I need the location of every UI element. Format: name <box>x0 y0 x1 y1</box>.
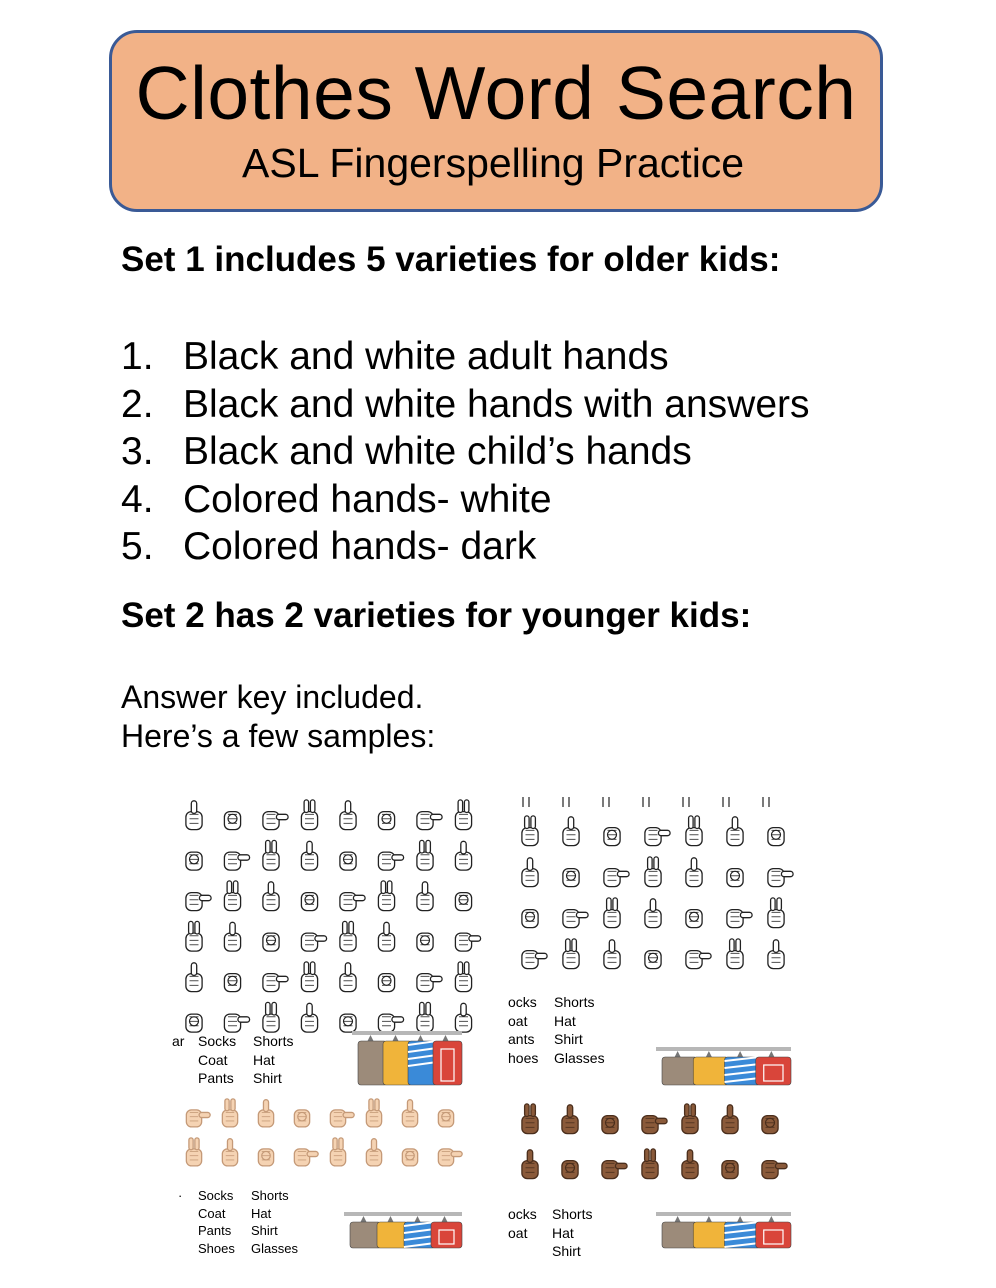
list-item <box>121 523 810 571</box>
asl-hand-sign-icon <box>186 921 202 951</box>
asl-hand-sign-icon <box>727 869 743 887</box>
asl-hand-sign-icon <box>522 816 538 846</box>
asl-hand-sign-icon <box>602 1161 627 1179</box>
word-column <box>554 993 605 1067</box>
word: Shirt <box>251 1223 278 1238</box>
word: Glasses <box>554 1049 605 1066</box>
asl-hand-sign-icon <box>522 1150 538 1179</box>
clothes-rack-icon <box>656 1208 791 1248</box>
asl-hand-sign-icon <box>455 800 471 830</box>
asl-hand-sign-icon <box>378 881 394 911</box>
word: Shorts <box>253 1033 294 1049</box>
asl-hand-sign-icon <box>686 910 702 928</box>
word: Glasses <box>251 1240 298 1256</box>
asl-hand-sign-icon <box>642 1149 658 1179</box>
samples-intro: Here’s a few samples: <box>121 718 436 754</box>
asl-hand-sign-icon <box>222 1099 237 1127</box>
hand-grid-bw <box>508 795 798 1085</box>
asl-hand-sign-icon <box>762 1161 787 1179</box>
list-text: Colored hands- dark <box>183 525 537 568</box>
asl-hand-sign-icon <box>301 800 317 830</box>
word-column <box>251 1187 298 1257</box>
set2-heading: Set 2 has 2 varieties for younger kids: <box>121 596 752 635</box>
asl-hand-sign-icon <box>340 893 365 911</box>
asl-hand-sign-icon <box>330 1138 345 1166</box>
asl-hand-sign-icon <box>258 1149 273 1166</box>
asl-hand-sign-icon <box>563 869 579 887</box>
asl-hand-sign-icon <box>417 812 442 830</box>
asl-hand-sign-icon <box>186 1138 201 1166</box>
list-number: 3. <box>121 430 154 473</box>
word: Hat <box>552 1224 574 1241</box>
list-text: Black and white child’s hands <box>183 430 692 473</box>
varieties-list <box>121 333 810 571</box>
sample-colored-dark-hands <box>508 1095 798 1259</box>
asl-hand-sign-icon <box>645 899 661 928</box>
word: Socks <box>198 1188 234 1203</box>
asl-hand-sign-icon <box>186 893 211 911</box>
set1-heading: Set 1 includes 5 varieties for older kids: <box>121 240 781 279</box>
asl-hand-sign-icon <box>224 922 240 951</box>
asl-hand-sign-icon <box>263 1002 279 1032</box>
clothes-rack-icon <box>344 1208 462 1248</box>
asl-hand-sign-icon <box>604 940 620 969</box>
asl-hand-sign-icon <box>727 910 752 928</box>
asl-hand-sign-icon <box>301 1003 317 1032</box>
asl-hand-sign-icon <box>378 922 394 951</box>
list-item <box>121 428 810 476</box>
word: hoes <box>508 1049 539 1066</box>
asl-hand-sign-icon <box>263 882 279 911</box>
asl-hand-sign-icon <box>417 974 442 992</box>
word: Shirt <box>253 1070 282 1086</box>
asl-hand-sign-icon <box>301 893 317 911</box>
asl-hand-sign-icon <box>563 910 588 928</box>
asl-hand-sign-icon <box>522 910 538 928</box>
asl-hand-sign-icon <box>522 1104 538 1134</box>
asl-hand-sign-icon <box>340 852 356 870</box>
asl-hand-sign-icon <box>768 869 793 887</box>
word: oat <box>508 1012 528 1029</box>
asl-hand-sign-icon <box>522 858 538 887</box>
asl-hand-sign-icon <box>642 1116 667 1134</box>
asl-hand-sign-icon <box>768 940 784 969</box>
asl-hand-sign-icon <box>686 858 702 887</box>
asl-hand-sign-icon <box>563 939 579 969</box>
word-column <box>508 993 538 1067</box>
word: Coat <box>198 1205 226 1221</box>
asl-hand-sign-icon <box>340 801 356 830</box>
list-number: 1. <box>121 335 154 378</box>
list-number: 2. <box>121 382 154 426</box>
word-column <box>253 1032 293 1088</box>
asl-hand-sign-icon <box>402 1149 417 1166</box>
asl-hand-sign-icon <box>762 1116 778 1134</box>
asl-hand-sign-icon <box>645 951 661 969</box>
asl-hand-sign-icon <box>340 921 356 951</box>
asl-hand-sign-icon <box>522 951 547 969</box>
word: Hat <box>554 1012 576 1029</box>
word: Pants <box>198 1223 232 1238</box>
asl-hand-sign-icon <box>682 1150 698 1179</box>
page-title: Clothes Word Search <box>135 51 857 135</box>
clothes-rack-icon <box>352 1027 462 1085</box>
clothes-rack-icon <box>656 1043 791 1085</box>
asl-hand-sign-icon <box>727 939 743 969</box>
asl-hand-sign-icon <box>563 817 579 846</box>
asl-hand-sign-icon <box>224 974 240 992</box>
word-column <box>508 1205 537 1242</box>
word-column <box>198 1032 236 1088</box>
asl-hand-sign-icon <box>340 963 356 992</box>
asl-hand-sign-icon <box>455 962 471 992</box>
asl-hand-sign-icon <box>402 1100 417 1127</box>
asl-hand-sign-icon <box>562 1161 578 1179</box>
list-text: Black and white adult hands <box>183 335 669 378</box>
asl-hand-sign-icon <box>224 881 240 911</box>
asl-hand-sign-icon <box>222 1139 237 1166</box>
title-banner <box>109 30 883 212</box>
word: ocks <box>508 1206 537 1222</box>
word: Hat <box>253 1051 275 1068</box>
word-column <box>172 1032 184 1051</box>
asl-hand-sign-icon <box>417 933 433 951</box>
asl-hand-sign-icon <box>604 898 620 928</box>
word: oat <box>508 1224 528 1241</box>
asl-hand-sign-icon <box>686 951 711 969</box>
list-text: Colored hands- white <box>183 477 552 521</box>
word: Shirt <box>552 1243 581 1259</box>
word: Shoes <box>198 1240 235 1256</box>
asl-hand-sign-icon <box>301 962 317 992</box>
asl-hand-sign-icon <box>366 1139 381 1166</box>
asl-hand-sign-icon <box>224 852 249 870</box>
asl-hand-sign-icon <box>768 828 784 846</box>
list-number: 4. <box>121 477 154 521</box>
word: Hat <box>251 1205 272 1221</box>
asl-hand-sign-icon <box>604 828 620 846</box>
asl-hand-sign-icon <box>645 857 661 887</box>
word: · <box>178 1188 183 1203</box>
word: Pants <box>198 1070 234 1086</box>
asl-hand-sign-icon <box>186 852 202 870</box>
asl-hand-sign-icon <box>417 882 433 911</box>
asl-hand-sign-icon <box>438 1149 462 1166</box>
asl-hand-sign-icon <box>604 869 629 887</box>
sample-bw-adult-hands <box>172 795 462 1085</box>
asl-hand-sign-icon <box>602 1116 618 1134</box>
answer-key-note: Answer key included. <box>121 679 424 715</box>
asl-hand-sign-icon <box>301 933 326 951</box>
asl-hand-sign-icon <box>378 852 403 870</box>
asl-hand-sign-icon <box>186 1014 202 1032</box>
asl-hand-sign-icon <box>727 817 743 846</box>
hand-grid-dark <box>508 1095 798 1190</box>
word-column <box>198 1187 235 1257</box>
list-text: Black and white hands with answers <box>183 382 810 426</box>
asl-hand-sign-icon <box>417 840 433 870</box>
word: Shorts <box>251 1188 289 1203</box>
word: ants <box>508 1031 535 1047</box>
asl-hand-sign-icon <box>455 893 471 911</box>
asl-hand-sign-icon <box>686 816 702 846</box>
list-item <box>121 381 810 429</box>
page-subtitle: ASL Fingerspelling Practice <box>242 140 745 186</box>
asl-hand-sign-icon <box>186 963 202 992</box>
list-item <box>121 333 810 381</box>
asl-hand-sign-icon <box>645 828 670 846</box>
asl-hand-sign-icon <box>722 1105 738 1134</box>
asl-hand-sign-icon <box>330 1110 354 1127</box>
asl-hand-sign-icon <box>263 933 279 951</box>
sample-colored-white-hands <box>172 1095 462 1256</box>
word: Socks <box>198 1033 237 1049</box>
asl-hand-sign-icon <box>263 840 279 870</box>
asl-hand-sign-icon <box>722 1161 738 1179</box>
word-column <box>552 1205 592 1261</box>
asl-hand-sign-icon <box>768 898 784 928</box>
sample-bw-hands-answers <box>508 795 798 1085</box>
asl-hand-sign-icon <box>186 1110 210 1127</box>
asl-hand-sign-icon <box>294 1149 318 1166</box>
asl-hand-sign-icon <box>562 1105 578 1134</box>
asl-hand-sign-icon <box>224 812 240 830</box>
word: ocks <box>508 994 537 1010</box>
asl-hand-sign-icon <box>224 1014 249 1032</box>
hand-grid-light <box>172 1095 462 1185</box>
word: ar <box>172 1033 185 1049</box>
asl-hand-sign-icon <box>366 1099 381 1127</box>
list-number: 5. <box>121 525 154 568</box>
word-column <box>178 1187 182 1205</box>
asl-hand-sign-icon <box>682 1104 698 1134</box>
asl-hand-sign-icon <box>455 933 480 951</box>
asl-hand-sign-icon <box>263 974 288 992</box>
word: Shorts <box>554 994 595 1010</box>
asl-hand-sign-icon <box>263 812 288 830</box>
asl-hand-sign-icon <box>455 841 471 870</box>
asl-hand-sign-icon <box>294 1110 309 1127</box>
asl-hand-sign-icon <box>378 974 394 992</box>
word: Shirt <box>554 1031 583 1047</box>
asl-hand-sign-icon <box>186 801 202 830</box>
word: Shorts <box>552 1206 593 1222</box>
list-item <box>121 476 810 524</box>
asl-hand-sign-icon <box>258 1100 273 1127</box>
asl-hand-sign-icon <box>301 841 317 870</box>
asl-hand-sign-icon <box>378 812 394 830</box>
asl-hand-sign-icon <box>438 1110 453 1127</box>
word: Coat <box>198 1051 228 1068</box>
